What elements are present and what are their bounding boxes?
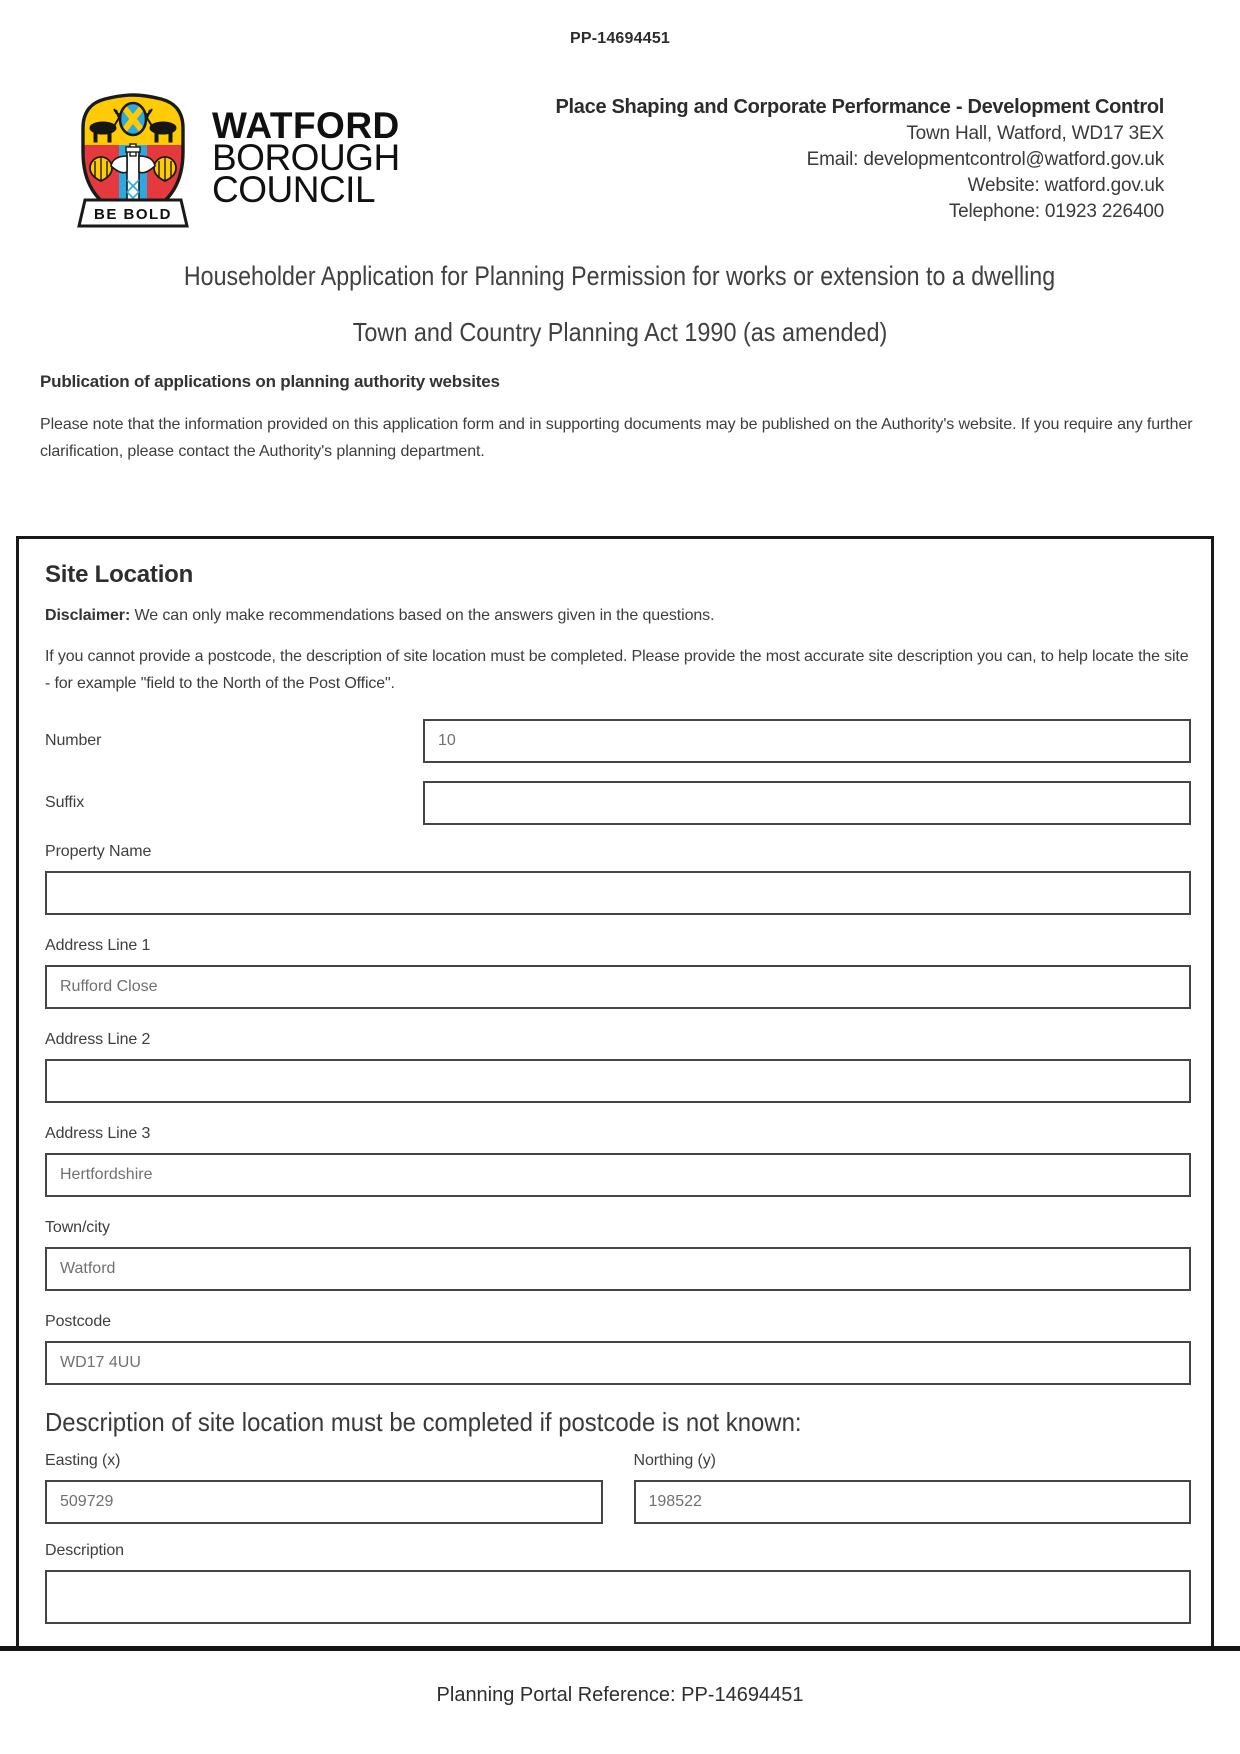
department-name: Place Shaping and Corporate Performance - Development Control bbox=[555, 96, 1164, 118]
svg-text:BE BOLD: BE BOLD bbox=[94, 206, 172, 223]
be-bold-banner bbox=[79, 200, 187, 226]
site-location-section bbox=[16, 536, 1214, 1646]
authority-website: Website: watford.gov.uk bbox=[967, 175, 1164, 196]
description-textarea[interactable] bbox=[45, 1570, 1191, 1624]
planning-portal-reference-top: PP-14694451 bbox=[569, 30, 671, 47]
address-line-1-label: Address Line 1 bbox=[45, 937, 151, 954]
field-row-address-line-1 bbox=[45, 937, 1191, 1009]
description-label: Description bbox=[45, 1542, 124, 1559]
council-wordmark bbox=[212, 105, 400, 210]
suffix-input[interactable] bbox=[423, 781, 1191, 825]
field-northing bbox=[634, 1452, 1192, 1524]
site-location-heading: Site Location bbox=[45, 561, 194, 588]
address-line-2-label: Address Line 2 bbox=[45, 1031, 151, 1048]
planning-portal-reference-footer: Planning Portal Reference: PP-14694451 bbox=[436, 1684, 804, 1706]
form-title bbox=[0, 261, 1240, 292]
description-requirement-text: Description of site location must be completed if postcode is not known: bbox=[45, 1407, 802, 1437]
wordmark-line-1: WATFORD bbox=[212, 105, 400, 146]
postcode-input[interactable] bbox=[45, 1341, 1191, 1385]
number-label: Number bbox=[45, 732, 102, 749]
authority-telephone: Telephone: 01923 226400 bbox=[948, 201, 1164, 222]
form-subtitle-text: Town and Country Planning Act 1990 (as amended) bbox=[352, 317, 888, 347]
town-city-input[interactable] bbox=[45, 1247, 1191, 1291]
field-row-description bbox=[45, 1542, 1191, 1624]
watford-crest-logo bbox=[72, 88, 194, 234]
northing-label: Northing (y) bbox=[633, 1452, 716, 1469]
form-title-text: Householder Application for Planning Permission for works or extension to a dwelling bbox=[184, 261, 1056, 291]
wordmark-line-2: BOROUGH bbox=[212, 137, 400, 178]
publication-body: Please note that the information provided on this application form and in supporting documents may be published on the Authority's website. If you require any further clarification, please contact the Authority's planning department. bbox=[40, 416, 1193, 460]
northing-input[interactable] bbox=[634, 1480, 1192, 1524]
field-row-property-name bbox=[45, 843, 1191, 915]
address-line-2-input[interactable] bbox=[45, 1059, 1191, 1103]
field-row-address-line-2 bbox=[45, 1031, 1191, 1103]
field-row-suffix bbox=[45, 781, 1191, 825]
coordinates-row bbox=[45, 1452, 1191, 1524]
postcode-label: Postcode bbox=[45, 1313, 111, 1330]
address-line-3-label: Address Line 3 bbox=[45, 1125, 151, 1142]
authority-contact-block bbox=[556, 94, 1165, 225]
description-requirement-heading bbox=[45, 1407, 1191, 1438]
easting-label: Easting (x) bbox=[45, 1452, 121, 1469]
disclaimer-label: Disclaimer: bbox=[45, 607, 131, 624]
suffix-label: Suffix bbox=[45, 794, 85, 811]
field-row-postcode bbox=[45, 1313, 1191, 1385]
address-line-3-input[interactable] bbox=[45, 1153, 1191, 1197]
site-location-intro: If you cannot provide a postcode, the description of site location must be completed. Please provide the most accurate site description you can, to help locate the site - for example "field to the North of the Post Office". bbox=[45, 648, 1189, 692]
disclaimer-text: We can only make recommendations based on the answers given in the questions. bbox=[130, 607, 715, 624]
authority-address: Town Hall, Watford, WD17 3EX bbox=[906, 123, 1164, 144]
property-name-input[interactable] bbox=[45, 871, 1191, 915]
wordmark-line-3: COUNCIL bbox=[212, 169, 376, 210]
form-subtitle bbox=[0, 317, 1240, 348]
field-row-town-city bbox=[45, 1219, 1191, 1291]
property-name-label: Property Name bbox=[45, 843, 152, 860]
authority-email: Email: developmentcontrol@watford.gov.uk bbox=[806, 149, 1164, 170]
publication-heading: Publication of applications on planning authority websites bbox=[40, 372, 500, 391]
footer-divider bbox=[0, 1646, 1240, 1651]
field-easting bbox=[45, 1452, 603, 1524]
disclaimer bbox=[45, 607, 1191, 625]
town-city-label: Town/city bbox=[45, 1219, 110, 1236]
easting-input[interactable] bbox=[45, 1480, 603, 1524]
field-row-number bbox=[45, 719, 1191, 763]
field-row-address-line-3 bbox=[45, 1125, 1191, 1197]
address-line-1-input[interactable] bbox=[45, 965, 1191, 1009]
number-input[interactable] bbox=[423, 719, 1191, 763]
